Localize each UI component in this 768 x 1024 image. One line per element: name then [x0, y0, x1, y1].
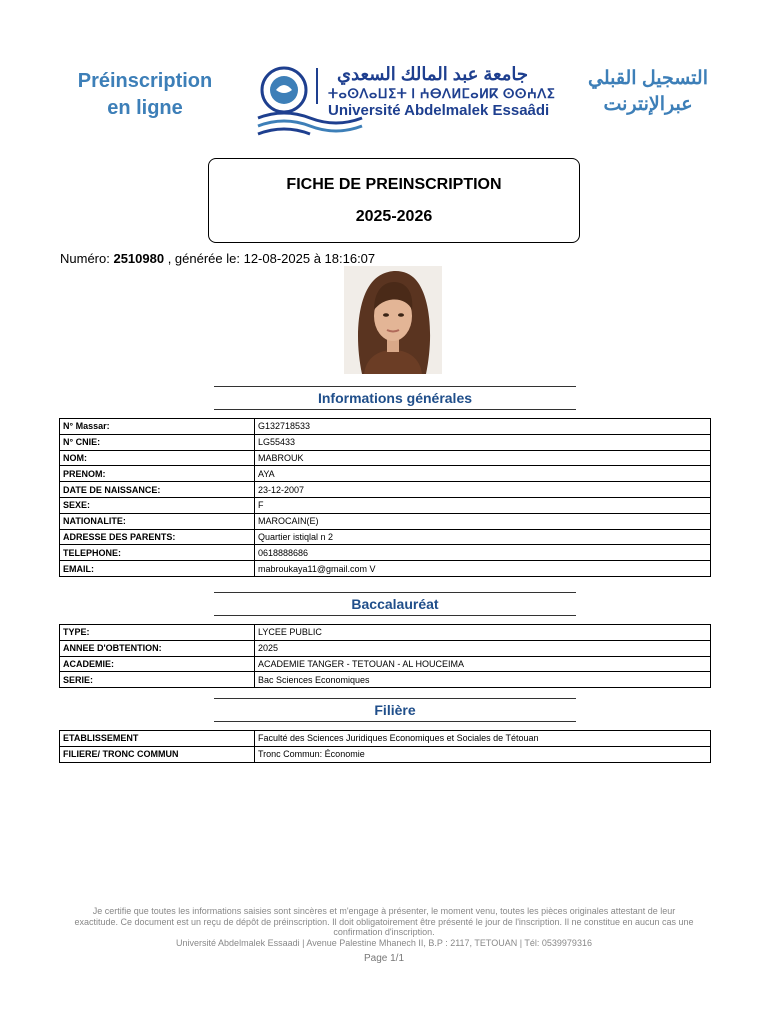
- field-label: ACADEMIE:: [60, 656, 255, 672]
- page-number: Page 1/1: [363, 953, 405, 964]
- table-row: [60, 672, 711, 688]
- table-row: [60, 466, 711, 482]
- table-row: [60, 731, 711, 747]
- table-row: [60, 640, 711, 656]
- logo-arabic-text: جامعة عبد المالك السعدي: [336, 64, 528, 84]
- field-value: MAROCAIN(E): [255, 513, 711, 529]
- footer-address: Université Abdelmalek Essaadi | Avenue Palestine Mhanech II, B.P : 2117, TETOUAN | Tél: 0539979316: [176, 937, 592, 948]
- table-row: [60, 656, 711, 672]
- field-value: AYA: [255, 466, 711, 482]
- brand-arabic: [568, 66, 728, 118]
- filiere-info-table: [59, 730, 711, 763]
- bac-info-table: [59, 624, 711, 688]
- field-label: SEXE:: [60, 497, 255, 513]
- table-row: [60, 419, 711, 435]
- field-label: PRENOM:: [60, 466, 255, 482]
- table-row: [60, 482, 711, 498]
- logo-tifinagh-text: ⵜⴰⵙⴷⴰⵡⵉⵜ ⵏ ⵄⴱⴷⵍⵎⴰⵍⴽ ⵙⵙⵄⴷⵉ: [328, 86, 556, 101]
- brand-arabic-line1: التسجيل القبلي: [588, 68, 708, 89]
- document-title: FICHE DE PREINSCRIPTION: [286, 176, 502, 193]
- section-title-general: Informations générales: [214, 386, 576, 410]
- numero-prefix: Numéro:: [60, 251, 114, 266]
- filiere-info-rows: [60, 731, 711, 763]
- field-value: F: [255, 497, 711, 513]
- academic-year: 2025-2026: [355, 208, 433, 225]
- table-row: [60, 529, 711, 545]
- field-label: N° Massar:: [60, 419, 255, 435]
- footer-line-2: exactitude. Ce document est un reçu de dépôt de préinscription. Il doit obligatoirement être présenté le jour de l'inscription. Il ne constitue en aucun cas une: [74, 916, 694, 927]
- table-row: [60, 746, 711, 762]
- field-value: Faculté des Sciences Juridiques Economiques et Sociales de Tétouan: [255, 731, 711, 747]
- field-label: N° CNIE:: [60, 434, 255, 450]
- section-title-bac: Baccalauréat: [214, 592, 576, 616]
- field-label: ANNEE D'OBTENTION:: [60, 640, 255, 656]
- table-row: [60, 561, 711, 577]
- table-row: [60, 545, 711, 561]
- brand-french: [60, 68, 230, 122]
- table-row: [60, 625, 711, 641]
- field-value: ACADEMIE TANGER - TETOUAN - AL HOUCEIMA: [255, 656, 711, 672]
- section-title-filiere: Filière: [214, 698, 576, 722]
- table-row: [60, 434, 711, 450]
- field-value: Tronc Commun: Économie: [255, 746, 711, 762]
- field-value: MABROUK: [255, 450, 711, 466]
- registration-number-line: [60, 251, 375, 266]
- brand-arabic-line2: عبرالإنترنت: [603, 94, 693, 115]
- general-info-table: [59, 418, 711, 577]
- logo-french-text: Université Abdelmalek Essaâdi: [328, 102, 550, 119]
- field-value: 23-12-2007: [255, 482, 711, 498]
- field-label: DATE DE NAISSANCE:: [60, 482, 255, 498]
- field-label: TYPE:: [60, 625, 255, 641]
- field-label: NOM:: [60, 450, 255, 466]
- table-row: [60, 497, 711, 513]
- footer-line-1: Je certifie que toutes les informations saisies sont sincères et m'engage à présenter, le moment venu, toutes les pièces originales attestant de leur: [92, 906, 676, 916]
- title-box: [208, 158, 580, 243]
- field-value: Quartier istiqlal n 2: [255, 529, 711, 545]
- field-value: 2025: [255, 640, 711, 656]
- general-info-rows: [60, 419, 711, 577]
- field-value: LYCEE PUBLIC: [255, 625, 711, 641]
- footer-disclaimer: [54, 906, 714, 948]
- brand-french-line2: en ligne: [107, 97, 183, 119]
- field-value: mabroukaya11@gmail.com V: [255, 561, 711, 577]
- field-label: ETABLISSEMENT: [60, 731, 255, 747]
- bac-info-rows: [60, 625, 711, 688]
- field-label: SERIE:: [60, 672, 255, 688]
- field-value: LG55433: [255, 434, 711, 450]
- table-row: [60, 513, 711, 529]
- field-value: 0618888686: [255, 545, 711, 561]
- table-row: [60, 450, 711, 466]
- field-label: TELEPHONE:: [60, 545, 255, 561]
- footer-line-3: confirmation d'inscription.: [333, 927, 435, 937]
- student-photo: [344, 266, 442, 374]
- numero-value: 2510980: [113, 251, 165, 266]
- field-label: FILIERE/ TRONC COMMUN: [60, 746, 255, 762]
- field-value: Bac Sciences Economiques: [255, 672, 711, 688]
- numero-suffix: , générée le: 12-08-2025 à 18:16:07: [164, 251, 376, 266]
- field-label: NATIONALITE:: [60, 513, 255, 529]
- field-label: ADRESSE DES PARENTS:: [60, 529, 255, 545]
- field-label: EMAIL:: [60, 561, 255, 577]
- brand-french-line1: Préinscription: [77, 70, 213, 92]
- field-value: G132718533: [255, 419, 711, 435]
